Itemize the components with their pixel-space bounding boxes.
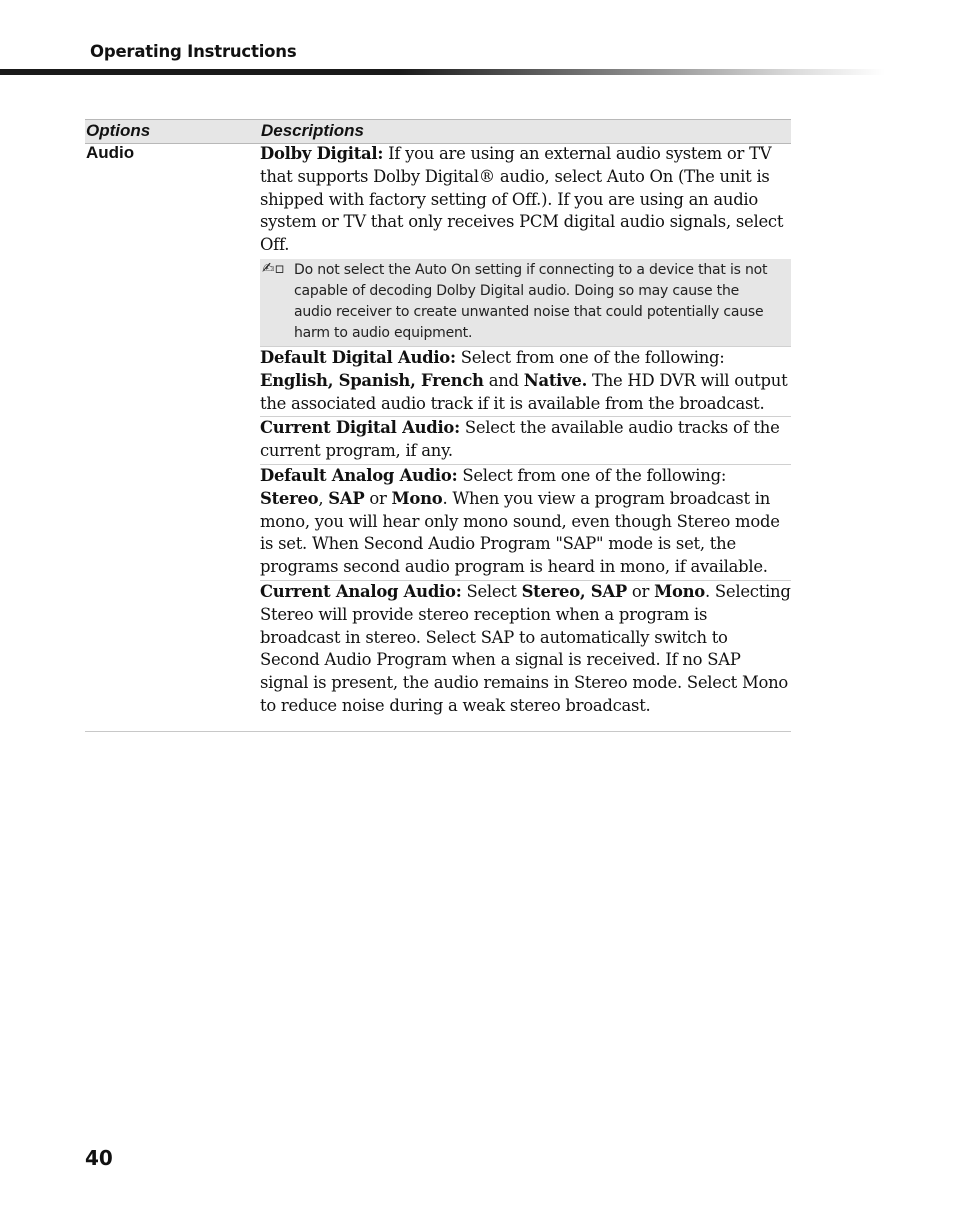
desc-current-digital-audio [260, 417, 791, 465]
bold-segment: Native. [523, 370, 588, 390]
text-segment: . When you view a program broadcast in mono, you will hear only mono sound, even though Stereo mode is set. When Second Audio Program "SAP" mode is set, the programs second audio program is heard in mono, if available. [260, 488, 780, 577]
bold-segment: English, Spanish, French [260, 370, 484, 390]
text-segment: Select [461, 581, 522, 601]
note-pencil-icon: ✍▫ [262, 258, 285, 277]
text-segment: Select from one of the following: [455, 347, 725, 367]
bold-segment: Mono [654, 581, 705, 601]
header-options: Options [86, 121, 151, 140]
text-segment: The HD DVR will output the associated audio track if it is available from the broadcast. [260, 370, 788, 413]
note-box [260, 259, 791, 347]
header-rule [0, 69, 885, 75]
text-segment: or [364, 488, 392, 508]
page-number: 40 [85, 1146, 113, 1170]
text-segment: . Selecting Stereo will provide stereo reception when a program is broadcast in stereo. Select SAP to automatically switch to Second Audio Program when a signal is received. If no SAP signal is present, the audio remains in Stereo mode. Select Mono to reduce noise during a weak stereo broadcast. [260, 581, 791, 715]
options-table [85, 119, 791, 144]
note-text: Do not select the Auto On setting if connecting to a device that is not capable of decoding Dolby Digital audio. Doing so may cause the audio receiver to create unwanted noise that could potentially cause harm to audio equipment. [294, 261, 768, 341]
table-bottom-rule [85, 731, 791, 732]
term-current-analog-audio: Current Analog Audio: [260, 581, 462, 601]
desc-default-digital-audio [260, 347, 791, 417]
bold-segment: Mono [391, 488, 443, 508]
term-dolby-digital: Dolby Digital: [260, 144, 384, 163]
term-default-digital-audio: Default Digital Audio: [260, 347, 456, 367]
desc-default-analog-audio [260, 465, 791, 581]
text-segment: or [626, 581, 655, 601]
text-segment: Select from one of the following: [457, 465, 727, 485]
desc-dolby-digital [260, 143, 791, 258]
descriptions-column [260, 143, 791, 719]
text-segment: , [318, 488, 329, 508]
bold-segment: Stereo [260, 488, 319, 508]
text-segment: Select the available audio tracks of the current program, if any. [260, 418, 780, 461]
header-title: Operating Instructions [90, 42, 297, 61]
text-segment: and [483, 370, 524, 390]
text-dolby-digital: If you are using an external audio system or TV that supports Dolby Digital® audio, select Auto On (The unit is shipped with factory setting of Off.). If you are using an audio system or TV that only receives PCM digital audio signals, select Off. [260, 144, 784, 255]
bold-segment: SAP [328, 488, 365, 508]
bold-segment: Stereo, SAP [521, 581, 627, 601]
term-current-digital-audio: Current Digital Audio: [260, 418, 460, 438]
option-audio: Audio [86, 143, 135, 162]
table-header [85, 119, 791, 144]
term-default-analog-audio: Default Analog Audio: [260, 465, 458, 485]
header-descriptions: Descriptions [261, 121, 364, 140]
desc-current-analog-audio [260, 581, 791, 719]
